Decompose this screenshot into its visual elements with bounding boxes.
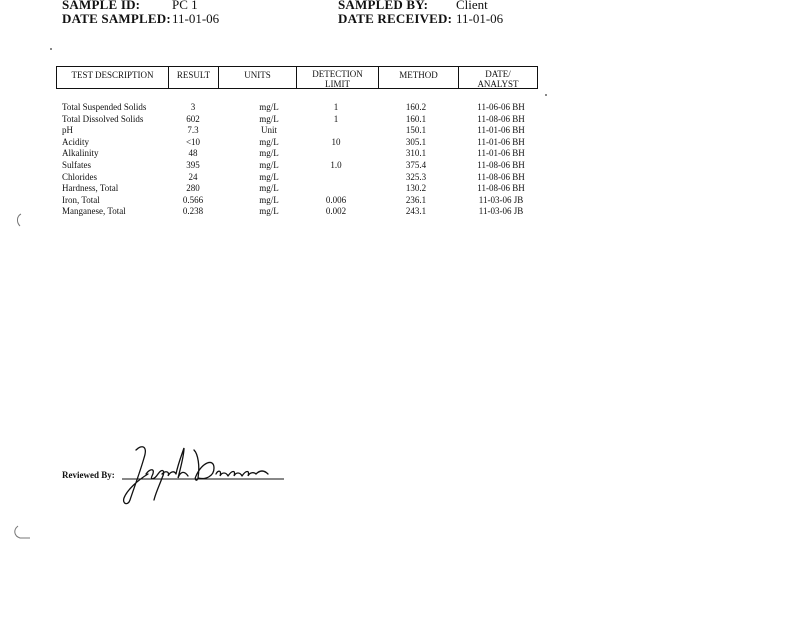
table-row [56,172,546,184]
test-description: Alkalinity [62,148,99,159]
result-value: 7.3 [187,125,199,136]
table-row [56,114,546,126]
scan-dot [545,94,547,96]
result-value: <10 [185,136,201,147]
reviewed-by-label: Reviewed By: [62,470,115,480]
result-value: 602 [186,113,200,124]
test-description: Iron, Total [62,194,100,205]
method-value: 305.1 [405,136,427,147]
units-value: mg/L [259,171,279,182]
detection-limit: 0.006 [325,194,347,205]
method-value: 150.1 [405,125,427,136]
table-row [56,206,546,218]
column-header: UNITS [219,67,297,88]
results-table [56,102,546,218]
table-row [56,102,546,114]
result-value: 3 [190,102,196,112]
result-value: 0.566 [182,194,204,205]
test-description: Manganese, Total [62,206,126,217]
date-analyst: 11-08-06 BH [477,159,525,170]
signature [118,440,288,510]
test-description: pH [62,125,73,136]
method-value: 130.2 [405,183,427,194]
units-value: mg/L [259,148,279,159]
method-value: 160.1 [405,113,427,124]
column-header: RESULT [169,67,219,88]
sample-id-label: SAMPLE ID: [62,0,141,12]
units-value: Unit [260,125,277,136]
method-value: 325.3 [405,171,427,182]
result-value: 48 [188,148,198,159]
test-description: Total Dissolved Solids [62,113,144,124]
table-row [56,148,546,160]
detection-limit: 10 [331,136,341,147]
units-value: mg/L [259,206,279,217]
date-analyst: 11-08-06 BH [477,171,525,182]
table-header [56,66,538,89]
sample-id-value: PC 1 [172,0,198,12]
result-value: 280 [186,183,200,194]
date-analyst: 11-08-06 BH [477,113,525,124]
scan-dot [50,48,52,50]
result-value: 24 [188,171,198,182]
date-sampled-value: 11-01-06 [172,11,220,26]
column-header: DETECTION LIMIT [297,67,379,88]
test-description: Acidity [62,136,89,147]
test-description: Hardness, Total [62,183,119,194]
units-value: mg/L [259,136,279,147]
date-analyst: 11-08-06 BH [477,183,525,194]
date-received-label: DATE RECEIVED: [338,11,453,26]
test-description: Chlorides [62,171,97,182]
result-value: 395 [186,159,200,170]
method-value: 243.1 [405,206,427,217]
table-row [56,137,546,149]
units-value: mg/L [259,159,279,170]
table-row [56,195,546,207]
date-analyst: 11-01-06 BH [477,125,525,136]
sampled-by-label: SAMPLED BY: [338,0,429,12]
date-analyst: 11-03-06 JB [478,194,524,205]
units-value: mg/L [259,194,279,205]
scan-mark [14,212,24,228]
date-analyst: 11-06-06 BH [477,102,525,112]
detection-limit: 1 [333,113,339,124]
date-sampled-label: DATE SAMPLED: [62,11,171,26]
units-value: mg/L [259,113,279,124]
column-header: METHOD [379,67,459,88]
sampled-by-value: Client [456,0,488,12]
date-received-value: 11-01-06 [456,11,504,26]
table-row [56,183,546,195]
method-value: 160.2 [405,102,427,112]
date-analyst: 11-03-06 JB [478,206,524,217]
method-value: 236.1 [405,194,427,205]
detection-limit: 1.0 [330,159,342,170]
date-analyst: 11-01-06 BH [477,136,525,147]
date-analyst: 11-01-06 BH [477,148,525,159]
scan-mark [10,524,32,542]
method-value: 375.4 [405,159,427,170]
table-row [56,160,546,172]
test-description: Sulfates [62,159,91,170]
result-value: 0.238 [182,206,204,217]
units-value: mg/L [259,102,279,112]
detection-limit: 1 [333,102,339,112]
test-description: Total Suspended Solids [62,102,147,112]
column-header: TEST DESCRIPTION [57,67,169,88]
column-header: DATE/ ANALYST [477,69,519,89]
table-row [56,125,546,137]
units-value: mg/L [259,183,279,194]
method-value: 310.1 [405,148,427,159]
detection-limit: 0.002 [325,206,347,217]
